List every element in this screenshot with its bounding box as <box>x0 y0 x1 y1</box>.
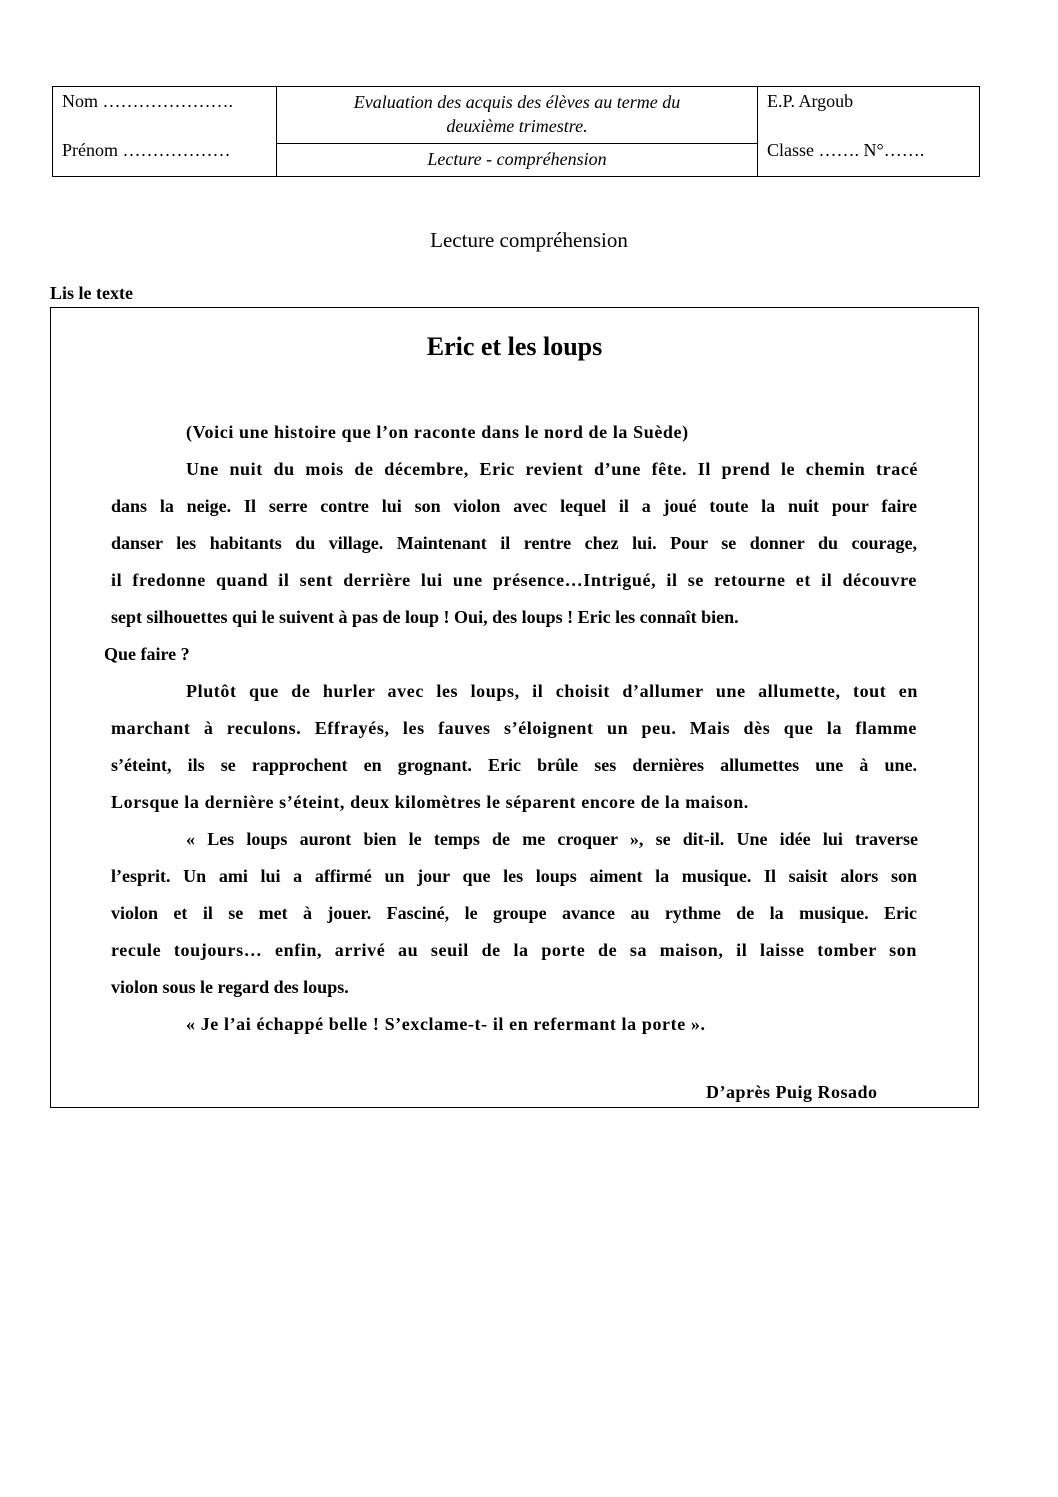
evaluation-title-line2: deuxième trimestre. <box>446 116 588 136</box>
story-line: Lorsque la dernière s’éteint, deux kilomètres le séparent encore de la maison. <box>111 792 749 812</box>
story-line: (Voici une histoire que l’on raconte dans le nord de la Suède) <box>186 422 689 442</box>
story-line: Une nuit du mois de décembre, Eric revient d’une fête. Il prend le chemin tracé <box>186 459 918 479</box>
subject-label: Lecture - compréhension <box>427 149 607 169</box>
instruction-label: Lis le texte <box>50 283 133 303</box>
classe-field: Classe ……. N°……. <box>767 140 925 160</box>
story-line: danser les habitants du village. Maintenant il rentre chez lui. Pour se donner du courage, <box>111 533 917 553</box>
story-line: dans la neige. Il serre contre lui son violon avec lequel il a joué toute la nuit pour faire <box>111 496 917 516</box>
evaluation-title-line1: Evaluation des acquis des élèves au terme du <box>353 92 681 112</box>
story-line: violon et il se met à jouer. Fasciné, le groupe avance au rythme de la musique. Eric <box>111 903 917 923</box>
nom-field: Nom …………………. <box>62 91 233 111</box>
school-name: E.P. Argoub <box>767 91 854 111</box>
story-title: Eric et les loups <box>426 332 603 361</box>
story-line: violon sous le regard des loups. <box>111 977 349 997</box>
student-info-cell <box>53 87 277 176</box>
evaluation-cell <box>277 87 758 176</box>
story-line: marchant à reculons. Effrayés, les fauves s’éloignent un peu. Mais dès que la flamme <box>111 718 917 738</box>
story-author: D’après Puig Rosado <box>706 1082 878 1102</box>
story-line: Plutôt que de hurler avec les loups, il choisit d’allumer une allumette, tout en <box>186 681 918 701</box>
story-line: l’esprit. Un ami lui a affirmé un jour que les loups aiment la musique. Il saisit alors son <box>111 866 917 886</box>
story-line: « Les loups auront bien le temps de me croquer », se dit-il. Une idée lui traverse <box>186 829 918 849</box>
story-line: il fredonne quand il sent derrière lui une présence…Intrigué, il se retourne et il découvre <box>111 570 917 590</box>
story-line: recule toujours… enfin, arrivé au seuil de la porte de sa maison, il laisse tomber son <box>111 940 917 960</box>
story-line: sept silhouettes qui le suivent à pas de loup ! Oui, des loups ! Eric les connaît bien. <box>111 607 739 627</box>
story-line: Que faire ? <box>104 644 190 664</box>
prenom-field: Prénom ……………… <box>62 140 231 160</box>
story-line: s’éteint, ils se rapprochent en grognant. Eric brûle ses dernières allumettes une à une. <box>111 755 917 775</box>
story-line: « Je l’ai échappé belle ! S’exclame-t- il en refermant la porte ». <box>186 1014 706 1034</box>
evaluation-title <box>277 87 757 144</box>
story-box <box>50 307 979 1108</box>
header-table <box>52 86 980 177</box>
school-info-cell <box>758 87 980 176</box>
section-title: Lecture compréhension <box>430 228 628 252</box>
